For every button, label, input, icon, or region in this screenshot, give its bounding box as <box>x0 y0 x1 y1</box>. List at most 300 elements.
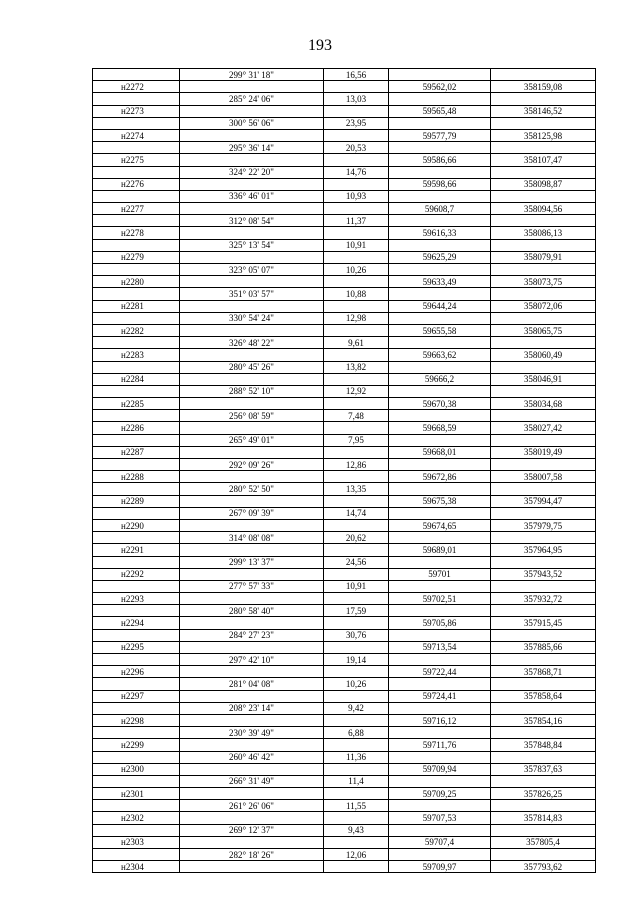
x-coordinate-cell <box>389 312 491 324</box>
point-label-cell <box>93 678 180 690</box>
segment-row <box>93 312 596 324</box>
point-row <box>93 251 596 263</box>
point-label-cell: н2299 <box>93 739 180 751</box>
bearing-cell: 288° 52' 10" <box>180 385 324 397</box>
bearing-cell <box>180 81 324 93</box>
bearing-cell: 230° 39' 49" <box>180 727 324 739</box>
bearing-cell: 208° 23' 14" <box>180 702 324 714</box>
point-label-cell: н2284 <box>93 373 180 385</box>
y-coordinate-cell <box>491 800 596 812</box>
x-coordinate-cell <box>389 117 491 129</box>
point-label-cell <box>93 142 180 154</box>
x-coordinate-cell: 59724,41 <box>389 690 491 702</box>
x-coordinate-cell: 59709,97 <box>389 861 491 873</box>
x-coordinate-cell: 59625,29 <box>389 251 491 263</box>
x-coordinate-cell <box>389 727 491 739</box>
y-coordinate-cell: 357964,95 <box>491 544 596 556</box>
distance-cell <box>324 373 389 385</box>
bearing-cell <box>180 861 324 873</box>
point-row <box>93 105 596 117</box>
distance-cell: 12,06 <box>324 849 389 861</box>
point-row <box>93 763 596 775</box>
distance-cell: 9,42 <box>324 702 389 714</box>
y-coordinate-cell: 357858,64 <box>491 690 596 702</box>
y-coordinate-cell: 357994,47 <box>491 495 596 507</box>
x-coordinate-cell <box>389 190 491 202</box>
point-row <box>93 446 596 458</box>
point-row <box>93 788 596 800</box>
point-label-cell: н2283 <box>93 349 180 361</box>
point-label-cell: н2287 <box>93 446 180 458</box>
point-label-cell <box>93 629 180 641</box>
distance-cell <box>324 861 389 873</box>
distance-cell: 12,98 <box>324 312 389 324</box>
bearing-cell <box>180 276 324 288</box>
bearing-cell: 312° 08' 54" <box>180 215 324 227</box>
point-label-cell: н2292 <box>93 568 180 580</box>
point-label-cell <box>93 166 180 178</box>
distance-cell <box>324 324 389 336</box>
x-coordinate-cell <box>389 849 491 861</box>
point-label-cell <box>93 580 180 592</box>
y-coordinate-cell: 358046,91 <box>491 373 596 385</box>
segment-row <box>93 215 596 227</box>
distance-cell <box>324 251 389 263</box>
x-coordinate-cell <box>389 629 491 641</box>
bearing-cell <box>180 203 324 215</box>
point-label-cell <box>93 507 180 519</box>
bearing-cell <box>180 251 324 263</box>
point-label-cell: н2298 <box>93 714 180 726</box>
distance-cell <box>324 276 389 288</box>
segment-row <box>93 775 596 787</box>
x-coordinate-cell <box>389 385 491 397</box>
y-coordinate-cell: 358107,47 <box>491 154 596 166</box>
segment-row <box>93 288 596 300</box>
bearing-cell <box>180 739 324 751</box>
x-coordinate-cell: 59668,01 <box>389 446 491 458</box>
x-coordinate-cell: 59705,86 <box>389 617 491 629</box>
point-row <box>93 178 596 190</box>
distance-cell <box>324 690 389 702</box>
distance-cell: 11,37 <box>324 215 389 227</box>
x-coordinate-cell <box>389 410 491 422</box>
point-label-cell: н2274 <box>93 129 180 141</box>
distance-cell: 10,91 <box>324 239 389 251</box>
y-coordinate-cell <box>491 239 596 251</box>
y-coordinate-cell: 358146,52 <box>491 105 596 117</box>
distance-cell <box>324 544 389 556</box>
y-coordinate-cell: 357854,16 <box>491 714 596 726</box>
bearing-cell <box>180 666 324 678</box>
x-coordinate-cell <box>389 507 491 519</box>
y-coordinate-cell <box>491 288 596 300</box>
bearing-cell: 325° 13' 54" <box>180 239 324 251</box>
bearing-cell: 266° 31' 49" <box>180 775 324 787</box>
distance-cell: 30,76 <box>324 629 389 641</box>
segment-row <box>93 385 596 397</box>
bearing-cell <box>180 788 324 800</box>
x-coordinate-cell <box>389 775 491 787</box>
distance-cell: 13,03 <box>324 93 389 105</box>
distance-cell <box>324 129 389 141</box>
distance-cell <box>324 300 389 312</box>
point-label-cell: н2301 <box>93 788 180 800</box>
point-label-cell <box>93 215 180 227</box>
segment-row <box>93 727 596 739</box>
bearing-cell <box>180 641 324 653</box>
y-coordinate-cell <box>491 580 596 592</box>
x-coordinate-cell <box>389 459 491 471</box>
bearing-cell <box>180 349 324 361</box>
point-label-cell: н2286 <box>93 422 180 434</box>
segment-row <box>93 69 596 81</box>
point-label-cell: н2272 <box>93 81 180 93</box>
point-label-cell <box>93 239 180 251</box>
distance-cell: 17,59 <box>324 605 389 617</box>
point-label-cell: н2276 <box>93 178 180 190</box>
bearing-cell: 280° 52' 50" <box>180 483 324 495</box>
x-coordinate-cell <box>389 239 491 251</box>
point-row <box>93 154 596 166</box>
point-row <box>93 617 596 629</box>
distance-cell <box>324 178 389 190</box>
bearing-cell <box>180 593 324 605</box>
y-coordinate-cell: 357932,72 <box>491 593 596 605</box>
distance-cell <box>324 349 389 361</box>
distance-cell: 10,26 <box>324 264 389 276</box>
distance-cell <box>324 593 389 605</box>
distance-cell <box>324 812 389 824</box>
point-label-cell: н2290 <box>93 519 180 531</box>
x-coordinate-cell: 59701 <box>389 568 491 580</box>
bearing-cell <box>180 836 324 848</box>
distance-cell: 12,92 <box>324 385 389 397</box>
y-coordinate-cell: 357837,63 <box>491 763 596 775</box>
y-coordinate-cell: 357868,71 <box>491 666 596 678</box>
y-coordinate-cell: 357848,84 <box>491 739 596 751</box>
distance-cell <box>324 836 389 848</box>
bearing-cell: 281° 04' 08" <box>180 678 324 690</box>
bearing-cell: 336° 46' 01" <box>180 190 324 202</box>
y-coordinate-cell: 358034,68 <box>491 398 596 410</box>
bearing-cell <box>180 373 324 385</box>
y-coordinate-cell <box>491 459 596 471</box>
x-coordinate-cell <box>389 702 491 714</box>
point-label-cell: н2295 <box>93 641 180 653</box>
x-coordinate-cell <box>389 215 491 227</box>
distance-cell <box>324 154 389 166</box>
y-coordinate-cell <box>491 93 596 105</box>
point-label-cell: н2294 <box>93 617 180 629</box>
segment-row <box>93 678 596 690</box>
segment-row <box>93 166 596 178</box>
page-number: 193 <box>308 37 332 54</box>
y-coordinate-cell <box>491 556 596 568</box>
point-row <box>93 373 596 385</box>
survey-table-body <box>93 69 596 873</box>
y-coordinate-cell: 357826,25 <box>491 788 596 800</box>
bearing-cell: 299° 13' 37" <box>180 556 324 568</box>
distance-cell <box>324 519 389 531</box>
segment-row <box>93 629 596 641</box>
distance-cell: 13,82 <box>324 361 389 373</box>
point-label-cell: н2280 <box>93 276 180 288</box>
segment-row <box>93 507 596 519</box>
point-label-cell: н2279 <box>93 251 180 263</box>
x-coordinate-cell <box>389 824 491 836</box>
point-label-cell <box>93 800 180 812</box>
point-label-cell <box>93 93 180 105</box>
y-coordinate-cell: 358098,87 <box>491 178 596 190</box>
x-coordinate-cell <box>389 532 491 544</box>
point-row <box>93 519 596 531</box>
point-row <box>93 690 596 702</box>
segment-row <box>93 849 596 861</box>
bearing-cell <box>180 617 324 629</box>
segment-row <box>93 117 596 129</box>
distance-cell: 19,14 <box>324 654 389 666</box>
segment-row <box>93 532 596 544</box>
segment-row <box>93 93 596 105</box>
x-coordinate-cell: 59562,02 <box>389 81 491 93</box>
point-label-cell <box>93 117 180 129</box>
x-coordinate-cell: 59711,76 <box>389 739 491 751</box>
point-row <box>93 593 596 605</box>
x-coordinate-cell: 59674,65 <box>389 519 491 531</box>
y-coordinate-cell: 358094,56 <box>491 203 596 215</box>
bearing-cell <box>180 544 324 556</box>
point-label-cell: н2304 <box>93 861 180 873</box>
y-coordinate-cell <box>491 678 596 690</box>
point-row <box>93 641 596 653</box>
x-coordinate-cell <box>389 288 491 300</box>
point-label-cell <box>93 385 180 397</box>
segment-row <box>93 800 596 812</box>
point-label-cell <box>93 410 180 422</box>
point-label-cell <box>93 775 180 787</box>
point-label-cell <box>93 69 180 81</box>
bearing-cell <box>180 495 324 507</box>
distance-cell: 24,56 <box>324 556 389 568</box>
point-label-cell <box>93 288 180 300</box>
distance-cell: 9,61 <box>324 337 389 349</box>
bearing-cell: 280° 58' 40" <box>180 605 324 617</box>
segment-row <box>93 824 596 836</box>
y-coordinate-cell <box>491 361 596 373</box>
point-label-cell <box>93 751 180 763</box>
point-label-cell <box>93 312 180 324</box>
point-row <box>93 861 596 873</box>
x-coordinate-cell <box>389 751 491 763</box>
bearing-cell: 326° 48' 22" <box>180 337 324 349</box>
point-row <box>93 324 596 336</box>
x-coordinate-cell: 59586,66 <box>389 154 491 166</box>
point-label-cell <box>93 459 180 471</box>
distance-cell <box>324 666 389 678</box>
bearing-cell <box>180 324 324 336</box>
x-coordinate-cell: 59655,58 <box>389 324 491 336</box>
y-coordinate-cell <box>491 166 596 178</box>
y-coordinate-cell <box>491 434 596 446</box>
x-coordinate-cell: 59633,49 <box>389 276 491 288</box>
x-coordinate-cell: 59709,25 <box>389 788 491 800</box>
bearing-cell: 280° 45' 26" <box>180 361 324 373</box>
point-label-cell: н2297 <box>93 690 180 702</box>
y-coordinate-cell <box>491 385 596 397</box>
point-row <box>93 349 596 361</box>
point-label-cell <box>93 849 180 861</box>
x-coordinate-cell: 59598,66 <box>389 178 491 190</box>
point-row <box>93 495 596 507</box>
x-coordinate-cell: 59668,59 <box>389 422 491 434</box>
y-coordinate-cell <box>491 654 596 666</box>
point-label-cell <box>93 434 180 446</box>
x-coordinate-cell: 59644,24 <box>389 300 491 312</box>
distance-cell <box>324 763 389 775</box>
point-label-cell <box>93 556 180 568</box>
distance-cell <box>324 81 389 93</box>
y-coordinate-cell <box>491 142 596 154</box>
bearing-cell: 265° 49' 01" <box>180 434 324 446</box>
point-row <box>93 300 596 312</box>
point-label-cell: н2303 <box>93 836 180 848</box>
point-label-cell: н2289 <box>93 495 180 507</box>
x-coordinate-cell: 59722,44 <box>389 666 491 678</box>
point-label-cell: н2296 <box>93 666 180 678</box>
segment-row <box>93 654 596 666</box>
bearing-cell <box>180 398 324 410</box>
distance-cell: 10,88 <box>324 288 389 300</box>
x-coordinate-cell: 59709,94 <box>389 763 491 775</box>
bearing-cell: 314° 08' 08" <box>180 532 324 544</box>
segment-row <box>93 751 596 763</box>
point-label-cell: н2302 <box>93 812 180 824</box>
y-coordinate-cell: 358060,49 <box>491 349 596 361</box>
distance-cell: 10,26 <box>324 678 389 690</box>
point-label-cell <box>93 605 180 617</box>
y-coordinate-cell <box>491 337 596 349</box>
segment-row <box>93 580 596 592</box>
distance-cell: 12,86 <box>324 459 389 471</box>
distance-cell: 7,95 <box>324 434 389 446</box>
bearing-cell: 299° 31' 18" <box>180 69 324 81</box>
distance-cell <box>324 203 389 215</box>
bearing-cell <box>180 227 324 239</box>
distance-cell <box>324 714 389 726</box>
distance-cell <box>324 446 389 458</box>
distance-cell <box>324 568 389 580</box>
y-coordinate-cell <box>491 69 596 81</box>
point-label-cell <box>93 727 180 739</box>
y-coordinate-cell <box>491 702 596 714</box>
bearing-cell <box>180 105 324 117</box>
point-row <box>93 203 596 215</box>
segment-row <box>93 605 596 617</box>
point-label-cell <box>93 337 180 349</box>
bearing-cell: 324° 22' 20" <box>180 166 324 178</box>
bearing-cell <box>180 568 324 580</box>
y-coordinate-cell <box>491 629 596 641</box>
y-coordinate-cell: 357885,66 <box>491 641 596 653</box>
bearing-cell: 351° 03' 57" <box>180 288 324 300</box>
point-row <box>93 129 596 141</box>
y-coordinate-cell <box>491 215 596 227</box>
bearing-cell <box>180 690 324 702</box>
bearing-cell <box>180 812 324 824</box>
y-coordinate-cell: 357814,83 <box>491 812 596 824</box>
y-coordinate-cell <box>491 824 596 836</box>
distance-cell: 13,35 <box>324 483 389 495</box>
bearing-cell <box>180 763 324 775</box>
point-label-cell: н2291 <box>93 544 180 556</box>
distance-cell <box>324 617 389 629</box>
distance-cell: 16,56 <box>324 69 389 81</box>
segment-row <box>93 337 596 349</box>
point-label-cell: н2273 <box>93 105 180 117</box>
point-label-cell <box>93 654 180 666</box>
bearing-cell <box>180 178 324 190</box>
x-coordinate-cell <box>389 800 491 812</box>
y-coordinate-cell: 358065,75 <box>491 324 596 336</box>
distance-cell: 9,43 <box>324 824 389 836</box>
x-coordinate-cell <box>389 483 491 495</box>
point-label-cell: н2293 <box>93 593 180 605</box>
distance-cell: 20,62 <box>324 532 389 544</box>
point-row <box>93 398 596 410</box>
y-coordinate-cell <box>491 410 596 422</box>
x-coordinate-cell <box>389 142 491 154</box>
distance-cell: 10,93 <box>324 190 389 202</box>
point-row <box>93 81 596 93</box>
bearing-cell: 267° 09' 39" <box>180 507 324 519</box>
x-coordinate-cell <box>389 654 491 666</box>
distance-cell <box>324 739 389 751</box>
distance-cell: 11,4 <box>324 775 389 787</box>
distance-cell: 7,48 <box>324 410 389 422</box>
point-row <box>93 836 596 848</box>
point-label-cell <box>93 483 180 495</box>
y-coordinate-cell <box>491 264 596 276</box>
point-label-cell: н2281 <box>93 300 180 312</box>
point-label-cell: н2285 <box>93 398 180 410</box>
point-row <box>93 666 596 678</box>
distance-cell: 10,91 <box>324 580 389 592</box>
y-coordinate-cell: 357805,4 <box>491 836 596 848</box>
x-coordinate-cell: 59689,01 <box>389 544 491 556</box>
point-row <box>93 471 596 483</box>
distance-cell: 14,74 <box>324 507 389 519</box>
y-coordinate-cell: 357915,45 <box>491 617 596 629</box>
y-coordinate-cell <box>491 751 596 763</box>
x-coordinate-cell <box>389 605 491 617</box>
distance-cell <box>324 641 389 653</box>
y-coordinate-cell: 358125,98 <box>491 129 596 141</box>
x-coordinate-cell <box>389 69 491 81</box>
x-coordinate-cell <box>389 556 491 568</box>
point-row <box>93 739 596 751</box>
distance-cell <box>324 398 389 410</box>
y-coordinate-cell: 358086,13 <box>491 227 596 239</box>
point-label-cell <box>93 532 180 544</box>
point-row <box>93 812 596 824</box>
point-row <box>93 276 596 288</box>
y-coordinate-cell: 358159,08 <box>491 81 596 93</box>
distance-cell: 11,55 <box>324 800 389 812</box>
point-label-cell: н2282 <box>93 324 180 336</box>
segment-row <box>93 410 596 422</box>
bearing-cell: 285° 24' 06" <box>180 93 324 105</box>
